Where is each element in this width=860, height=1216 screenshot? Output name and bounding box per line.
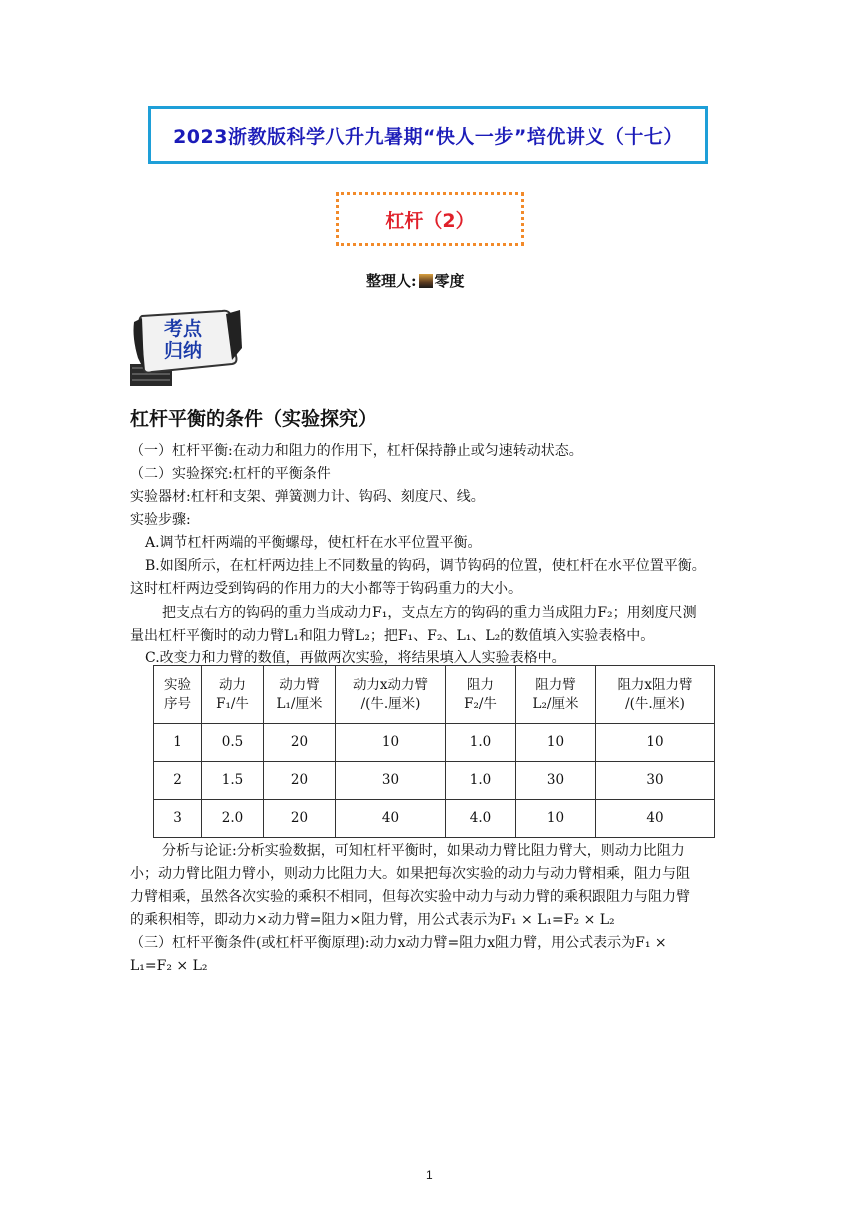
table-cell: 1.0	[446, 762, 516, 800]
step-b: B.如图所示，在杠杆两边挂上不同数量的钩码，调节钩码的位置，使杠杆在水平位置平衡。	[145, 558, 706, 574]
subtitle-box	[336, 192, 524, 246]
header-cell: 阻力x阻力臂 /(牛.厘米)	[596, 666, 715, 724]
step-c: C.改变力和力臂的数值，再做两次实验，将结果填入人实验表格中。	[145, 650, 566, 666]
table-cell: 1.5	[202, 762, 264, 800]
badge-line-2: 归纳	[164, 340, 203, 362]
document-subtitle: 杠杆（2）	[385, 209, 475, 232]
header-cell: 阻力臂 L₂/厘米	[516, 666, 596, 724]
conclusion-line-1: （三）杠杆平衡条件(或杠杆平衡原理):动力x动力臂=阻力x阻力臂，用公式表示为F₁ ×	[130, 935, 667, 951]
analysis-line-3: 力臂相乘，虽然各次实验的乘积不相同，但每次实验中动力与动力臂的乘积跟阻力与阻力臂	[130, 889, 690, 905]
header-cell: 阻力 F₂/牛	[446, 666, 516, 724]
table-cell: 30	[336, 762, 446, 800]
author-name: 零度	[434, 272, 465, 290]
author-label: 整理人:	[366, 272, 417, 290]
step-a: A.调节杠杆两端的平衡螺母，使杠杆在水平位置平衡。	[145, 535, 482, 551]
paragraph-9: 量出杠杆平衡时的动力臂L₁和阻力臂L₂；把F₁、F₂、L₁、L₂的数值填入实验表格中。	[130, 628, 655, 644]
table-cell: 4.0	[446, 800, 516, 838]
document-title: 2023浙教版科学八升九暑期“快人一步”培优讲义（十七）	[173, 125, 683, 148]
paragraph-8: 把支点右方的钩码的重力当成动力F₁，支点左方的钩码的重力当成阻力F₂；用刻度尺测	[162, 605, 697, 621]
table-cell: 10	[596, 724, 715, 762]
table-cell: 2	[154, 762, 202, 800]
table-cell: 20	[264, 762, 336, 800]
badge-text	[164, 318, 202, 362]
table-cell: 30	[596, 762, 715, 800]
table-header-row	[154, 666, 715, 724]
author-line	[366, 270, 465, 291]
table-cell: 10	[336, 724, 446, 762]
experiment-table	[153, 665, 715, 838]
header-cell: 动力 F₁/牛	[202, 666, 264, 724]
step-b-cont: 这时杠杆两边受到钩码的作用力的大小都等于钩码重力的大小。	[130, 581, 522, 597]
paragraph-3: 实验器材:杠杆和支架、弹簧测力计、钩码、刻度尺、线。	[130, 489, 485, 505]
table-cell: 3	[154, 800, 202, 838]
analysis-line-1: 分析与论证:分析实验数据，可知杠杆平衡时，如果动力臂比阻力臂大，则动力比阻力	[162, 843, 685, 859]
paragraph-2: （二）实验探究:杠杆的平衡条件	[130, 466, 331, 482]
table-cell: 10	[516, 800, 596, 838]
paragraph-1: （一）杠杆平衡:在动力和阻力的作用下，杠杆保持静止或匀速转动状态。	[130, 443, 583, 459]
header-cell: 动力臂 L₁/厘米	[264, 666, 336, 724]
paragraph-4: 实验步骤:	[130, 512, 191, 528]
title-box	[148, 106, 708, 164]
table-cell: 2.0	[202, 800, 264, 838]
table-cell: 0.5	[202, 724, 264, 762]
conclusion-line-2: L₁=F₂ × L₂	[130, 958, 208, 974]
page-number: 1	[426, 1168, 433, 1182]
table-cell: 30	[516, 762, 596, 800]
table-cell: 40	[336, 800, 446, 838]
header-cell: 动力x动力臂 /(牛.厘米)	[336, 666, 446, 724]
table-cell: 1	[154, 724, 202, 762]
table-cell: 20	[264, 800, 336, 838]
analysis-line-4: 的乘积相等，即动力×动力臂=阻力×阻力臂，用公式表示为F₁ × L₁=F₂ × L₂	[130, 912, 615, 928]
table-cell: 20	[264, 724, 336, 762]
table-row	[154, 800, 715, 838]
table-row	[154, 724, 715, 762]
analysis-line-2: 小；动力臂比阻力臂小，则动力比阻力大。如果把每次实验的动力与动力臂相乘，阻力与阻	[130, 866, 690, 882]
table-cell: 40	[596, 800, 715, 838]
table-cell: 1.0	[446, 724, 516, 762]
header-cell: 实验 序号	[154, 666, 202, 724]
badge-line-1: 考点	[164, 318, 203, 340]
table-cell: 10	[516, 724, 596, 762]
section-heading: 杠杆平衡的条件（实验探究）	[130, 408, 378, 430]
table-row	[154, 762, 715, 800]
sunset-icon	[419, 274, 433, 288]
key-points-badge	[128, 308, 246, 388]
